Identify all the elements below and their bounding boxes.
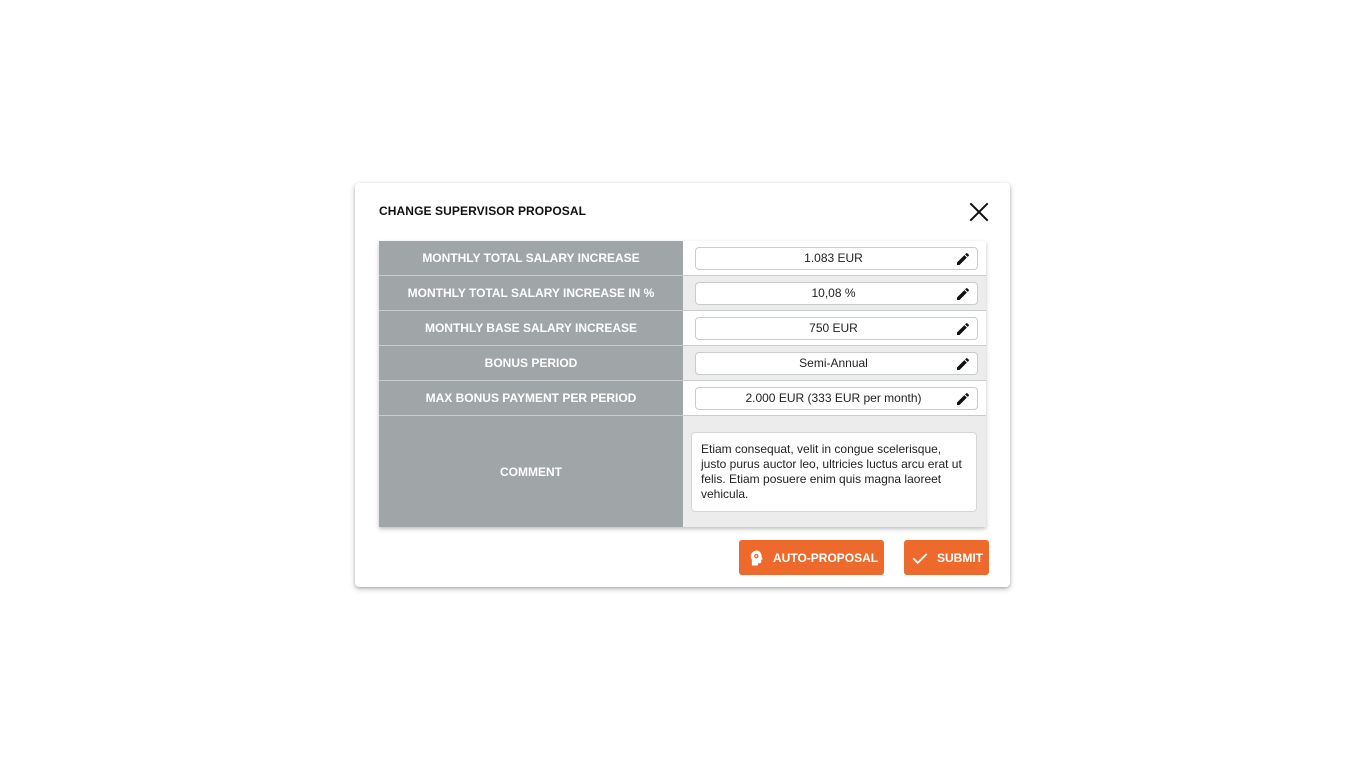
field-value: 10,08 % <box>811 286 856 300</box>
lightbulb-head-icon <box>747 549 765 567</box>
pencil-icon[interactable] <box>955 321 971 337</box>
pencil-icon[interactable] <box>955 286 971 302</box>
monthly-total-salary-increase-percent-field[interactable] <box>695 282 978 305</box>
field-value-cell <box>683 346 986 380</box>
close-button[interactable] <box>967 200 991 224</box>
field-value-cell <box>683 311 986 345</box>
field-value: Semi-Annual <box>799 356 868 370</box>
max-bonus-payment-field[interactable] <box>695 387 978 410</box>
proposal-table <box>379 241 986 527</box>
pencil-icon[interactable] <box>955 356 971 372</box>
field-value: 1.083 EUR <box>804 251 863 265</box>
close-icon <box>967 200 991 224</box>
field-value-cell <box>683 241 986 275</box>
field-label: BONUS PERIOD <box>379 346 683 380</box>
table-row <box>379 381 986 416</box>
table-row <box>379 276 986 311</box>
bonus-period-field[interactable] <box>695 352 978 375</box>
comment-label: COMMENT <box>379 416 683 527</box>
table-row <box>379 346 986 381</box>
comment-value-cell <box>683 416 986 527</box>
submit-label: SUBMIT <box>937 550 983 565</box>
table-row <box>379 241 986 276</box>
auto-proposal-button[interactable] <box>739 540 884 575</box>
field-value: 750 EUR <box>809 321 858 335</box>
pencil-icon[interactable] <box>955 251 971 267</box>
comment-textarea[interactable]: Etiam consequat, velit in congue scelerisque, justo purus auctor leo, ultricies luctus arcu erat ut felis. Etiam posuere enim quis magna laoreet vehicula. <box>691 432 977 512</box>
field-value: 2.000 EUR (333 EUR per month) <box>745 391 922 405</box>
field-value-cell <box>683 276 986 310</box>
field-label: MONTHLY BASE SALARY INCREASE <box>379 311 683 345</box>
comment-row <box>379 416 986 527</box>
monthly-total-salary-increase-field[interactable] <box>695 247 978 270</box>
monthly-base-salary-increase-field[interactable] <box>695 317 978 340</box>
change-supervisor-proposal-dialog <box>355 183 1010 587</box>
field-value-cell <box>683 381 986 415</box>
dialog-title: CHANGE SUPERVISOR PROPOSAL <box>379 204 587 218</box>
auto-proposal-label: AUTO-PROPOSAL <box>773 550 879 565</box>
check-icon <box>911 549 929 567</box>
pencil-icon[interactable] <box>955 391 971 407</box>
table-row <box>379 311 986 346</box>
field-label: MONTHLY TOTAL SALARY INCREASE <box>379 241 683 275</box>
field-label: MAX BONUS PAYMENT PER PERIOD <box>379 381 683 415</box>
field-label: MONTHLY TOTAL SALARY INCREASE IN % <box>379 276 683 310</box>
submit-button[interactable] <box>904 540 989 575</box>
